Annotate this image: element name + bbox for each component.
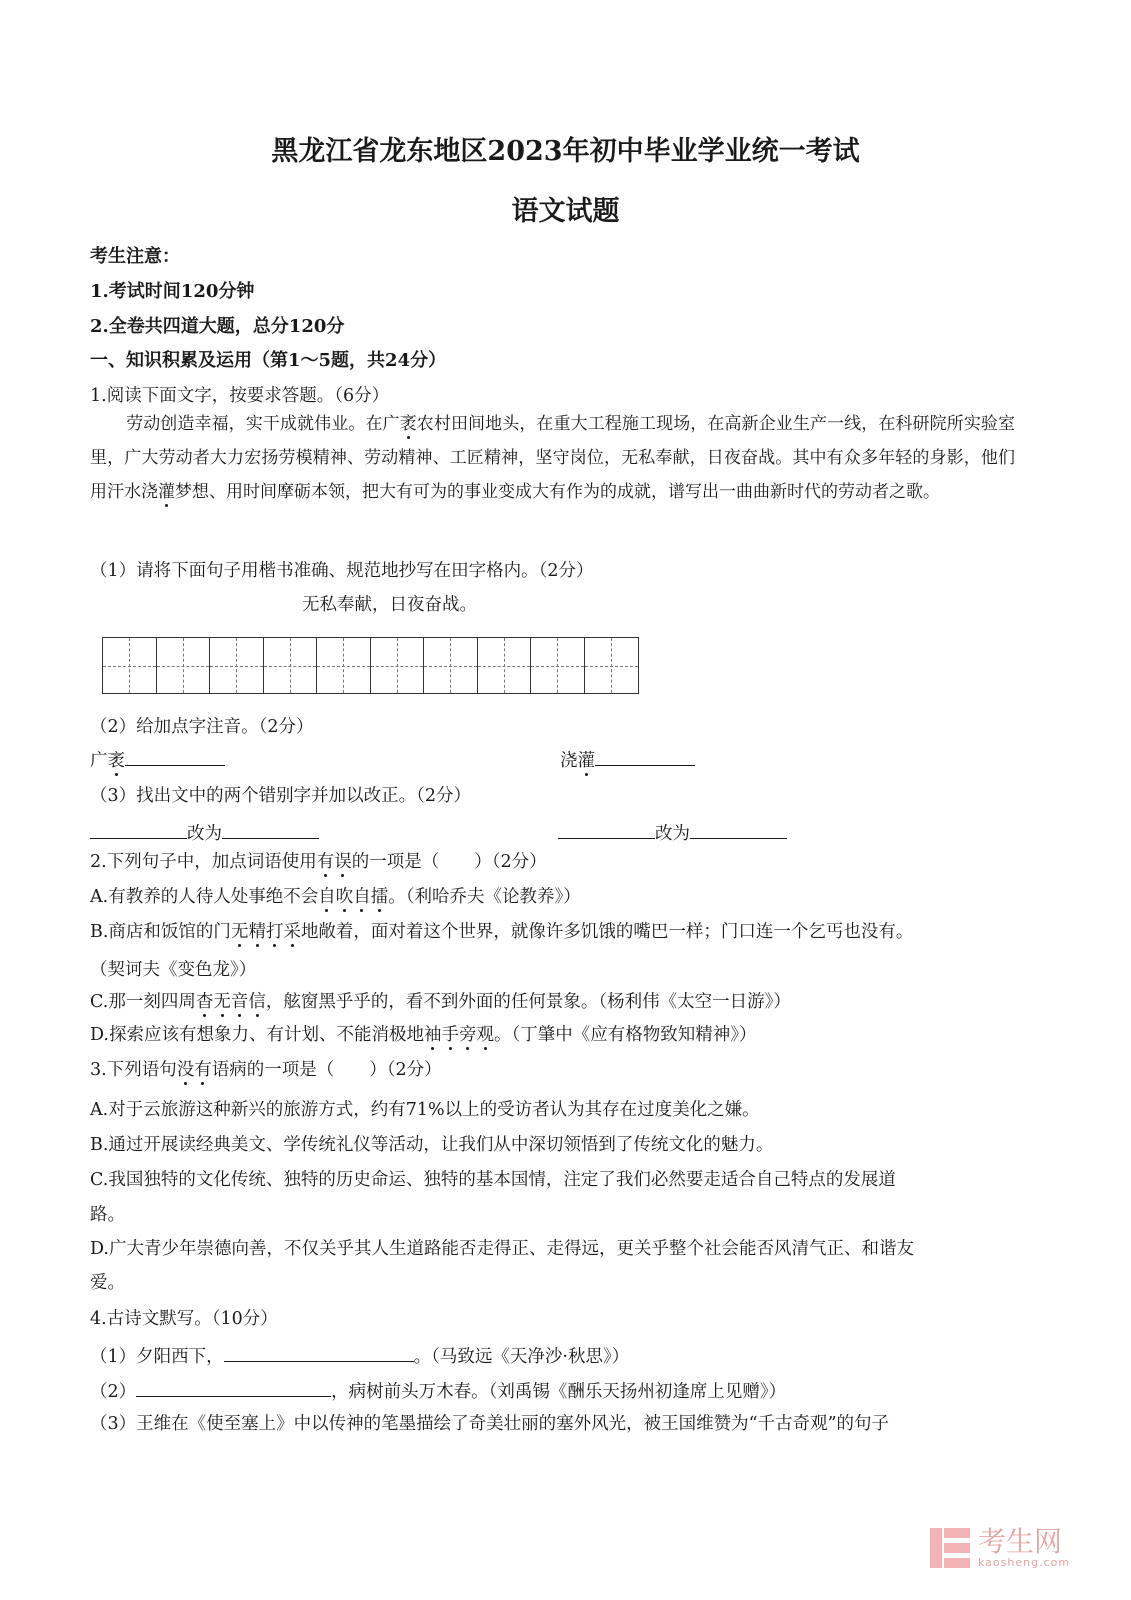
grid-cell[interactable]	[317, 638, 371, 693]
exam-subtitle: 语文试题	[511, 196, 620, 227]
notice-heading: 考生注意：	[90, 246, 180, 267]
q2-option-d[interactable]	[90, 1024, 756, 1046]
watermark-url: kaosheng.com	[978, 1556, 1071, 1569]
change-to-label: 改为	[655, 824, 690, 844]
dotted-char: 无	[230, 922, 249, 942]
dotted-char: 没	[176, 1060, 195, 1080]
option-text: 地敞着，面对着这个世界，就像许多饥饿的嘴巴一样；门口连一个乞丐也没有。	[300, 922, 914, 942]
option-text: 。（丁肇中《应有格物致知精神》）	[493, 1025, 757, 1045]
q2-stem-part: 的一项是（ ）（2分）	[351, 852, 547, 872]
grid-cell[interactable]	[103, 638, 157, 693]
dotted-char: 误	[334, 852, 352, 872]
correction-item-1	[90, 820, 319, 845]
option-text: B.商店和饭馆的门	[90, 922, 231, 942]
notice-item-2: 2.全卷共四道大题，总分120分	[90, 316, 345, 337]
option-text: A.有教养的人待人处事绝不会	[90, 887, 319, 907]
answer-blank[interactable]	[690, 820, 787, 839]
q3-option-c-cont: 路。	[90, 1205, 125, 1225]
q2-option-b-source: （契诃夫《变色龙》）	[90, 960, 257, 980]
dotted-char: 袤	[399, 414, 417, 434]
grid-cell[interactable]	[478, 638, 532, 693]
grid-cell[interactable]	[585, 638, 639, 693]
q2-option-c[interactable]	[90, 991, 791, 1013]
passage-part-2: 农村田间地头，在重大工程施工现场，在高新企业生产一线，在科研院所实验室里，广大劳动者大力宏扬劳模精神、劳动精神、工匠精神，坚守岗位，无私奉献，日夜奋战。其中有众多年轻的身影，他们用汗水浇	[90, 414, 1016, 502]
pinyin-item-2	[560, 747, 695, 772]
q1-sub3: （3）找出文中的两个错别字并加以改正。（2分）	[90, 786, 472, 806]
q3-stem-part: 语病的一项是（ ）（2分）	[211, 1060, 442, 1080]
answer-blank[interactable]	[136, 1378, 331, 1397]
change-to-label: 改为	[187, 824, 222, 844]
grid-cell[interactable]	[371, 638, 425, 693]
pinyin-item-1	[90, 747, 225, 772]
q3-option-d[interactable]: D.广大青少年崇德向善，不仅关乎其人生道路能否走得正、走得远，更关乎整个社会能否风清气正、和谐友	[90, 1239, 914, 1259]
dotted-char: 杳	[195, 992, 214, 1012]
dotted-char: 观	[476, 1025, 494, 1045]
grid-cell[interactable]	[210, 638, 264, 693]
q2-stem-part: 2.下列句子中，加点词语使用	[90, 852, 317, 872]
q1-passage	[90, 407, 1015, 509]
q3-option-d-cont: 爱。	[90, 1273, 125, 1293]
dotted-char: 自	[318, 887, 336, 907]
q4-line-2	[90, 1378, 786, 1403]
tianzige-grid[interactable]	[102, 637, 639, 694]
q2-option-b[interactable]	[90, 921, 913, 943]
dotted-char: 旁	[458, 1025, 477, 1045]
q4-stem: 4.古诗文默写。（10分）	[90, 1309, 278, 1329]
q4-line-1	[90, 1343, 629, 1368]
grid-cell[interactable]	[264, 638, 318, 693]
dotted-char: 灌	[158, 482, 175, 502]
notice-item-1: 1.考试时间120分钟	[90, 281, 255, 302]
poem-text: （1）夕阳西下，	[90, 1347, 224, 1367]
q3-option-a[interactable]: A.对于云旅游这种新兴的旅游方式，约有71%以上的受访者认为其存在过度美化之嫌。	[90, 1100, 760, 1120]
q3-stem	[90, 1059, 442, 1081]
grid-cell[interactable]	[424, 638, 478, 693]
option-text: C.那一刻四周	[90, 992, 196, 1012]
q2-option-a[interactable]	[90, 886, 581, 908]
dotted-char: 有	[316, 852, 335, 872]
answer-blank[interactable]	[125, 747, 225, 766]
option-text: D.探索应该有想象力、有计划、不能消极地	[90, 1025, 424, 1045]
dotted-char: 袤	[107, 751, 125, 771]
kaosheng-logo-icon	[930, 1528, 970, 1568]
poem-source: 。（马致远《天净沙·秋思》）	[413, 1347, 630, 1367]
answer-blank[interactable]	[90, 820, 187, 839]
answer-blank[interactable]	[224, 1343, 414, 1362]
dotted-char: 音	[230, 992, 249, 1012]
dotted-char: 有	[194, 1060, 212, 1080]
option-text: 。（利哈乔夫《论教养》）	[388, 887, 581, 907]
watermark-name: 考生网	[978, 1525, 1063, 1558]
dotted-char: 袖	[423, 1025, 442, 1045]
dotted-char: 灌	[577, 751, 595, 771]
q1-sub1: （1）请将下面句子用楷书准确、规范地抄写在田字格内。（2分）	[90, 561, 594, 581]
q3-option-c[interactable]: C.我国独特的文化传统、独特的历史命运、独特的基本国情，注定了我们必然要走适合自己特点的发展道	[90, 1170, 896, 1190]
q1-sub2: （2）给加点字注音。（2分）	[90, 717, 314, 737]
grid-cell[interactable]	[157, 638, 211, 693]
dotted-char: 手	[441, 1025, 459, 1045]
q2-stem	[90, 851, 547, 873]
passage-part-3: 梦想、用时间摩砺本领，把大有可为的事业变成大有作为的成就，谱写出一曲曲新时代的劳动者之歌。	[175, 482, 940, 502]
dotted-char: 采	[283, 922, 301, 942]
word-char: 广	[90, 751, 108, 771]
q1-copy-text: 无私奉献，日夜奋战。	[302, 595, 477, 615]
grid-cell[interactable]	[531, 638, 585, 693]
dotted-char: 自	[353, 887, 371, 907]
answer-blank[interactable]	[558, 820, 655, 839]
q1-stem: 1.阅读下面文字，按要求答题。（6分）	[90, 386, 390, 406]
answer-blank[interactable]	[222, 820, 319, 839]
watermark	[930, 1527, 1070, 1569]
poem-source: ，病树前头万木春。（刘禹锡《酬乐天扬州初逢席上见赠》）	[331, 1382, 787, 1402]
dotted-char: 无	[213, 992, 231, 1012]
dotted-char: 精	[248, 922, 266, 942]
word-char: 浇	[560, 751, 578, 771]
correction-item-2	[558, 820, 787, 845]
option-text: ，舷窗黑乎乎的，看不到外面的任何景象。（杨利伟《太空一日游》）	[265, 992, 791, 1012]
poem-text: （2）	[90, 1382, 137, 1402]
q3-stem-part: 3.下列语句	[90, 1060, 177, 1080]
passage-part-1: 劳动创造幸福，实干成就伟业。在广	[126, 414, 400, 434]
exam-title: 黑龙江省龙东地区2023年初中毕业学业统一考试	[271, 136, 860, 167]
dotted-char: 吹	[335, 887, 354, 907]
section-1-heading: 一、知识积累及运用（第1～5题，共24分）	[90, 350, 447, 371]
dotted-char: 打	[265, 922, 284, 942]
dotted-char: 擂	[370, 887, 389, 907]
q4-line-3: （3）王维在《使至塞上》中以传神的笔墨描绘了奇美壮丽的塞外风光，被王国维赞为“千古奇观”的句子	[90, 1414, 890, 1434]
q3-option-b[interactable]: B.通过开展读经典美文、学传统礼仪等活动，让我们从中深切领悟到了传统文化的魅力。	[90, 1135, 774, 1155]
dotted-char: 信	[248, 992, 266, 1012]
answer-blank[interactable]	[595, 747, 695, 766]
